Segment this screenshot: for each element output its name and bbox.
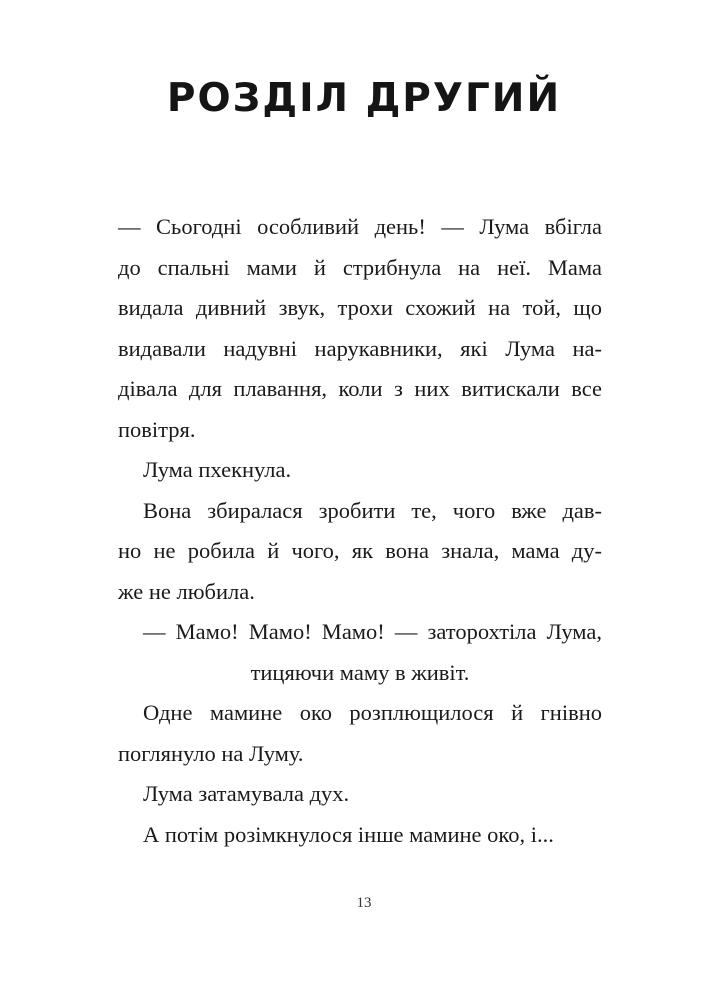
- text-line: но не робила й чого, як вона знала, мама ду-: [118, 538, 602, 563]
- text-line: Вона збиралася зробити те, чого вже дав-: [143, 497, 602, 523]
- chapter-body: [118, 207, 602, 855]
- text-line: же не любила.: [118, 578, 255, 604]
- text-line: повітря.: [118, 416, 196, 442]
- chapter-title: РОЗДІЛ ДРУГИЙ: [166, 76, 562, 121]
- text-line: — Мамо! Мамо! Мамо! — заторохтіла Лума,: [143, 619, 602, 644]
- text-line: до спальні мами й стрибнула на неї. Мама: [118, 254, 602, 280]
- text-line: Одне мамине око розплющилося й гнівно: [143, 700, 602, 725]
- text-line: видавали надувні нарукавники, які Лума на-: [118, 335, 602, 361]
- text-line: поглянуло на Луму.: [118, 740, 304, 766]
- text-line: — Сьогодні особливий день! — Лума вбігла: [118, 214, 602, 239]
- page-number: 13: [356, 895, 372, 911]
- text-line: видала дивний звук, трохи схожий на той, що: [118, 295, 602, 320]
- text-line: А потім розімкнулося інше мамине око, і...: [143, 821, 554, 847]
- text-line: Лума пхекнула.: [143, 457, 292, 482]
- text-line: дівала для плавання, коли з них витискали все: [118, 376, 602, 401]
- text-line: Лума затамувала дух.: [143, 781, 350, 806]
- text-line: тицяючи маму в живіт.: [250, 659, 470, 685]
